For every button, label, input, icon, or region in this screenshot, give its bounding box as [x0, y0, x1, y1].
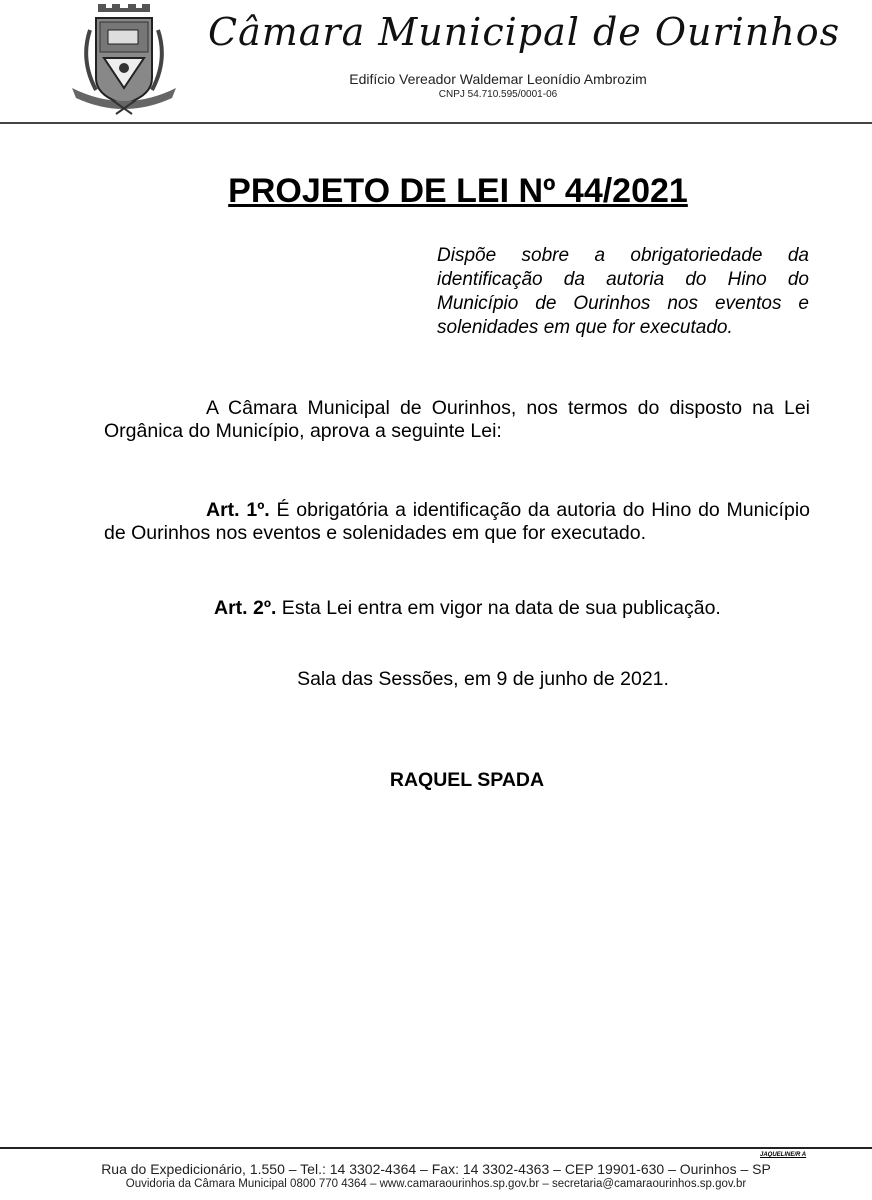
signatory: RAQUEL SPADA: [389, 769, 545, 791]
footer-address: Rua do Expedicionário, 1.550 – Tel.: 14 3302-4364 – Fax: 14 3302-4363 – CEP 19901-630 – Ourinhos – SP: [101, 1161, 771, 1177]
article-2: [214, 597, 814, 620]
article-text: Esta Lei entra em vigor na data de sua publicação.: [276, 597, 721, 619]
institution-title: Câmara Municipal de Ourinhos: [208, 10, 841, 54]
cnpj: CNPJ 54.710.595/0001-06: [438, 89, 558, 100]
preamble: A Câmara Municipal de Ourinhos, nos termos do disposto na Lei Orgânica do Município, aprova a seguinte Lei:: [104, 397, 810, 442]
article-1: [104, 499, 810, 545]
header-divider: [0, 122, 872, 124]
document-heading: PROJETO DE LEI Nº 44/2021: [228, 172, 688, 210]
article-text: É obrigatória a identificação da autoria do Hino do Município de Ourinhos nos eventos e solenidades em que for executado.: [104, 499, 810, 544]
ementa: Dispõe sobre a obrigatoriedade da identificação da autoria do Hino do Município de Ourinhos nos eventos e solenidades em que for executado.: [437, 245, 809, 338]
building-name: Edifício Vereador Waldemar Leonídio Ambrozim: [349, 71, 647, 87]
place-date: Sala das Sessões, em 9 de junho de 2021.: [297, 668, 669, 690]
typist-initials: JAQUELINE/R A: [760, 1152, 807, 1158]
footer-contact: Ouvidoria da Câmara Municipal 0800 770 4364 – www.camaraourinhos.sp.gov.br – secretaria@camaraourinhos.sp.gov.br: [125, 1178, 747, 1190]
article-label: Art. 1º.: [206, 499, 270, 521]
footer-divider: [0, 1147, 872, 1149]
article-label: Art. 2º.: [214, 597, 277, 619]
